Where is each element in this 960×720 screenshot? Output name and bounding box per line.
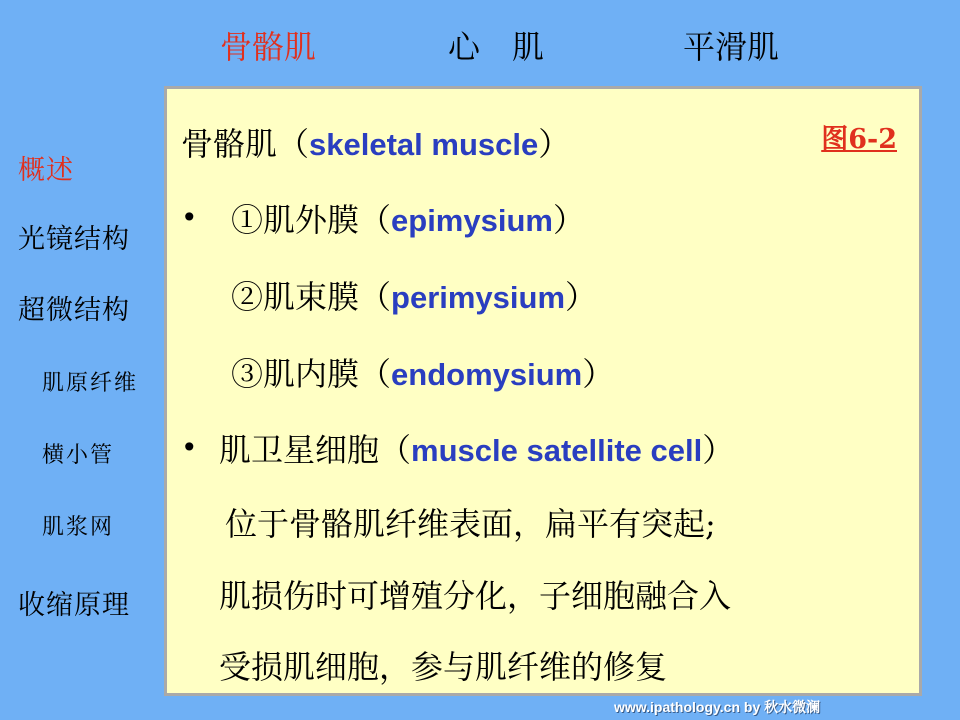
content-title-cn: 骨骼肌（ — [181, 125, 310, 163]
sidebar-item-sarcoplasmic-reticulum[interactable]: 肌浆网 — [42, 515, 115, 540]
tab-cardiac-muscle[interactable]: 心 肌 — [448, 28, 545, 66]
description-line: 位于骨骼肌纤维表面，扁平有突起; — [225, 505, 716, 543]
content-title-close: ） — [538, 125, 571, 163]
list-item-close: ） — [582, 355, 615, 393]
sidebar-item-light-microscopy[interactable]: 光镜结构 — [18, 224, 130, 255]
figure-link[interactable]: 图6-2 — [821, 124, 897, 155]
satellite-cell-en: muscle satellite cell — [411, 433, 703, 468]
list-item-close: ） — [565, 278, 598, 316]
list-item — [231, 349, 614, 395]
sidebar-item-overview[interactable]: 概述 — [18, 155, 74, 186]
content-title-en: skeletal muscle — [309, 127, 539, 162]
list-item-cn: ③肌内膜（ — [231, 355, 392, 393]
sidebar-item-ultrastructure[interactable]: 超微结构 — [18, 295, 130, 326]
tab-skeletal-muscle[interactable]: 骨骼肌 — [220, 28, 317, 66]
footer-credit: www.ipathology.cn by 秋水微澜 — [614, 699, 821, 715]
description-line: 肌损伤时可增殖分化，子细胞融合入 — [219, 577, 732, 615]
satellite-cell-close: ） — [702, 431, 735, 469]
satellite-cell-heading — [219, 425, 734, 471]
list-item — [231, 195, 585, 241]
list-item-en: endomysium — [391, 357, 583, 392]
list-item-en: perimysium — [391, 280, 566, 315]
content-panel — [164, 86, 922, 696]
content-title — [181, 119, 570, 165]
sidebar-item-myofibril[interactable]: 肌原纤维 — [42, 371, 139, 396]
bullet-1: • — [181, 201, 198, 234]
description-line: 受损肌细胞，参与肌纤维的修复 — [219, 648, 668, 686]
top-tab-bar — [0, 22, 960, 72]
list-item-cn: ①肌外膜（ — [231, 201, 392, 239]
list-item — [231, 272, 597, 318]
list-item-en: epimysium — [391, 203, 553, 238]
tab-smooth-muscle[interactable]: 平滑肌 — [683, 28, 780, 66]
satellite-cell-cn: 肌卫星细胞（ — [219, 431, 412, 469]
list-item-close: ） — [552, 201, 585, 239]
sidebar-item-transverse-tubule[interactable]: 横小管 — [42, 443, 115, 468]
sidebar-item-contraction-principle[interactable]: 收缩原理 — [18, 590, 130, 621]
list-item-cn: ②肌束膜（ — [231, 278, 392, 316]
bullet-2: • — [181, 431, 198, 464]
